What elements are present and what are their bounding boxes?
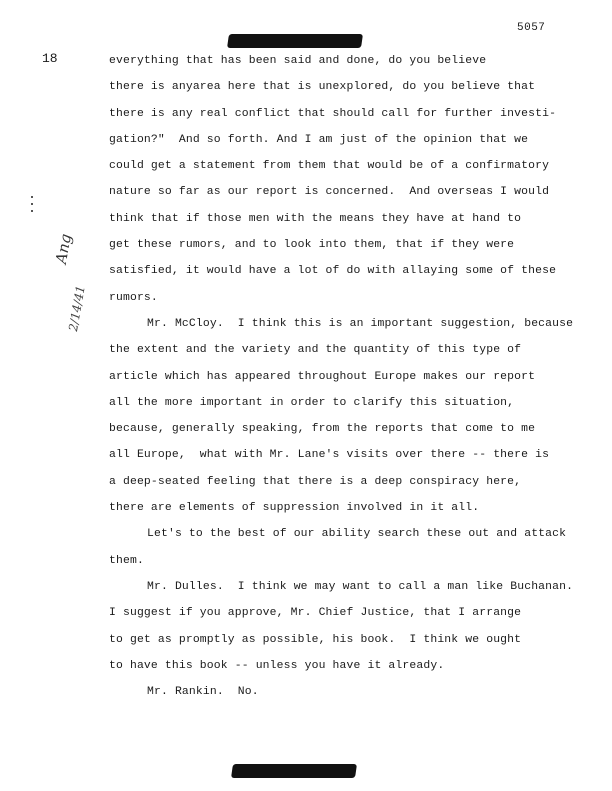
- transcript-line: I suggest if you approve, Mr. Chief Justice, that I arrange: [109, 607, 522, 620]
- transcript-line: there is anyarea here that is unexplored, do you believe that: [109, 81, 536, 94]
- transcript-line: all the more important in order to clarify this situation,: [109, 396, 515, 409]
- transcript-line: could get a statement from them that would be of a confirmatory: [109, 160, 550, 173]
- transcript-line: to get as promptly as possible, his book. I think we ought: [109, 633, 522, 646]
- transcript-line: there is any real conflict that should call for further investi-: [109, 107, 557, 120]
- transcript-line: them.: [109, 554, 144, 567]
- transcript-line: a deep-seated feeling that there is a deep conspiracy here,: [109, 475, 522, 488]
- scan-speck: [31, 196, 33, 198]
- transcript-line: think that if those men with the means they have at hand to: [109, 212, 522, 225]
- transcript-line: Mr. Rankin. No.: [147, 686, 259, 699]
- transcript-line: nature so far as our report is concerned. And overseas I would: [109, 186, 550, 199]
- transcript-line: Let's to the best of our ability search these out and attack: [147, 528, 567, 541]
- transcript-line: there are elements of suppression involved in it all.: [109, 502, 480, 515]
- transcript-line: satisfied, it would have a lot of do with allaying some of these: [109, 265, 557, 278]
- scan-speck: [31, 210, 33, 212]
- transcript-line: the extent and the variety and the quantity of this type of: [109, 344, 522, 357]
- transcript-line: everything that has been said and done, do you believe: [109, 55, 487, 67]
- transcript-line: Mr. Dulles. I think we may want to call a man like Buchanan.: [147, 580, 574, 593]
- scan-speck: [31, 203, 33, 205]
- transcript-line: gation?" And so forth. And I am just of the opinion that we: [109, 133, 529, 146]
- transcript-line: all Europe, what with Mr. Lane's visits over there -- there is: [109, 449, 550, 462]
- redaction-bar-top: [227, 34, 363, 48]
- transcript-body: [109, 48, 599, 705]
- transcript-line: rumors.: [109, 291, 158, 304]
- handwritten-margin-date: 2/14/41: [66, 284, 88, 333]
- transcript-line: because, generally speaking, from the reports that come to me: [109, 423, 536, 436]
- transcript-line: get these rumors, and to look into them, that if they were: [109, 239, 515, 252]
- redaction-bar-bottom: [231, 764, 357, 778]
- transcript-line: to have this book -- unless you have it already.: [109, 659, 445, 672]
- transcript-line: Mr. McCloy. I think this is an important suggestion, because: [147, 317, 574, 330]
- handwritten-margin-note: Ang: [52, 232, 75, 266]
- transcript-line: article which has appeared throughout Europe makes our report: [109, 370, 536, 383]
- line-number: 18: [42, 51, 58, 66]
- page-number: 5057: [517, 22, 546, 34]
